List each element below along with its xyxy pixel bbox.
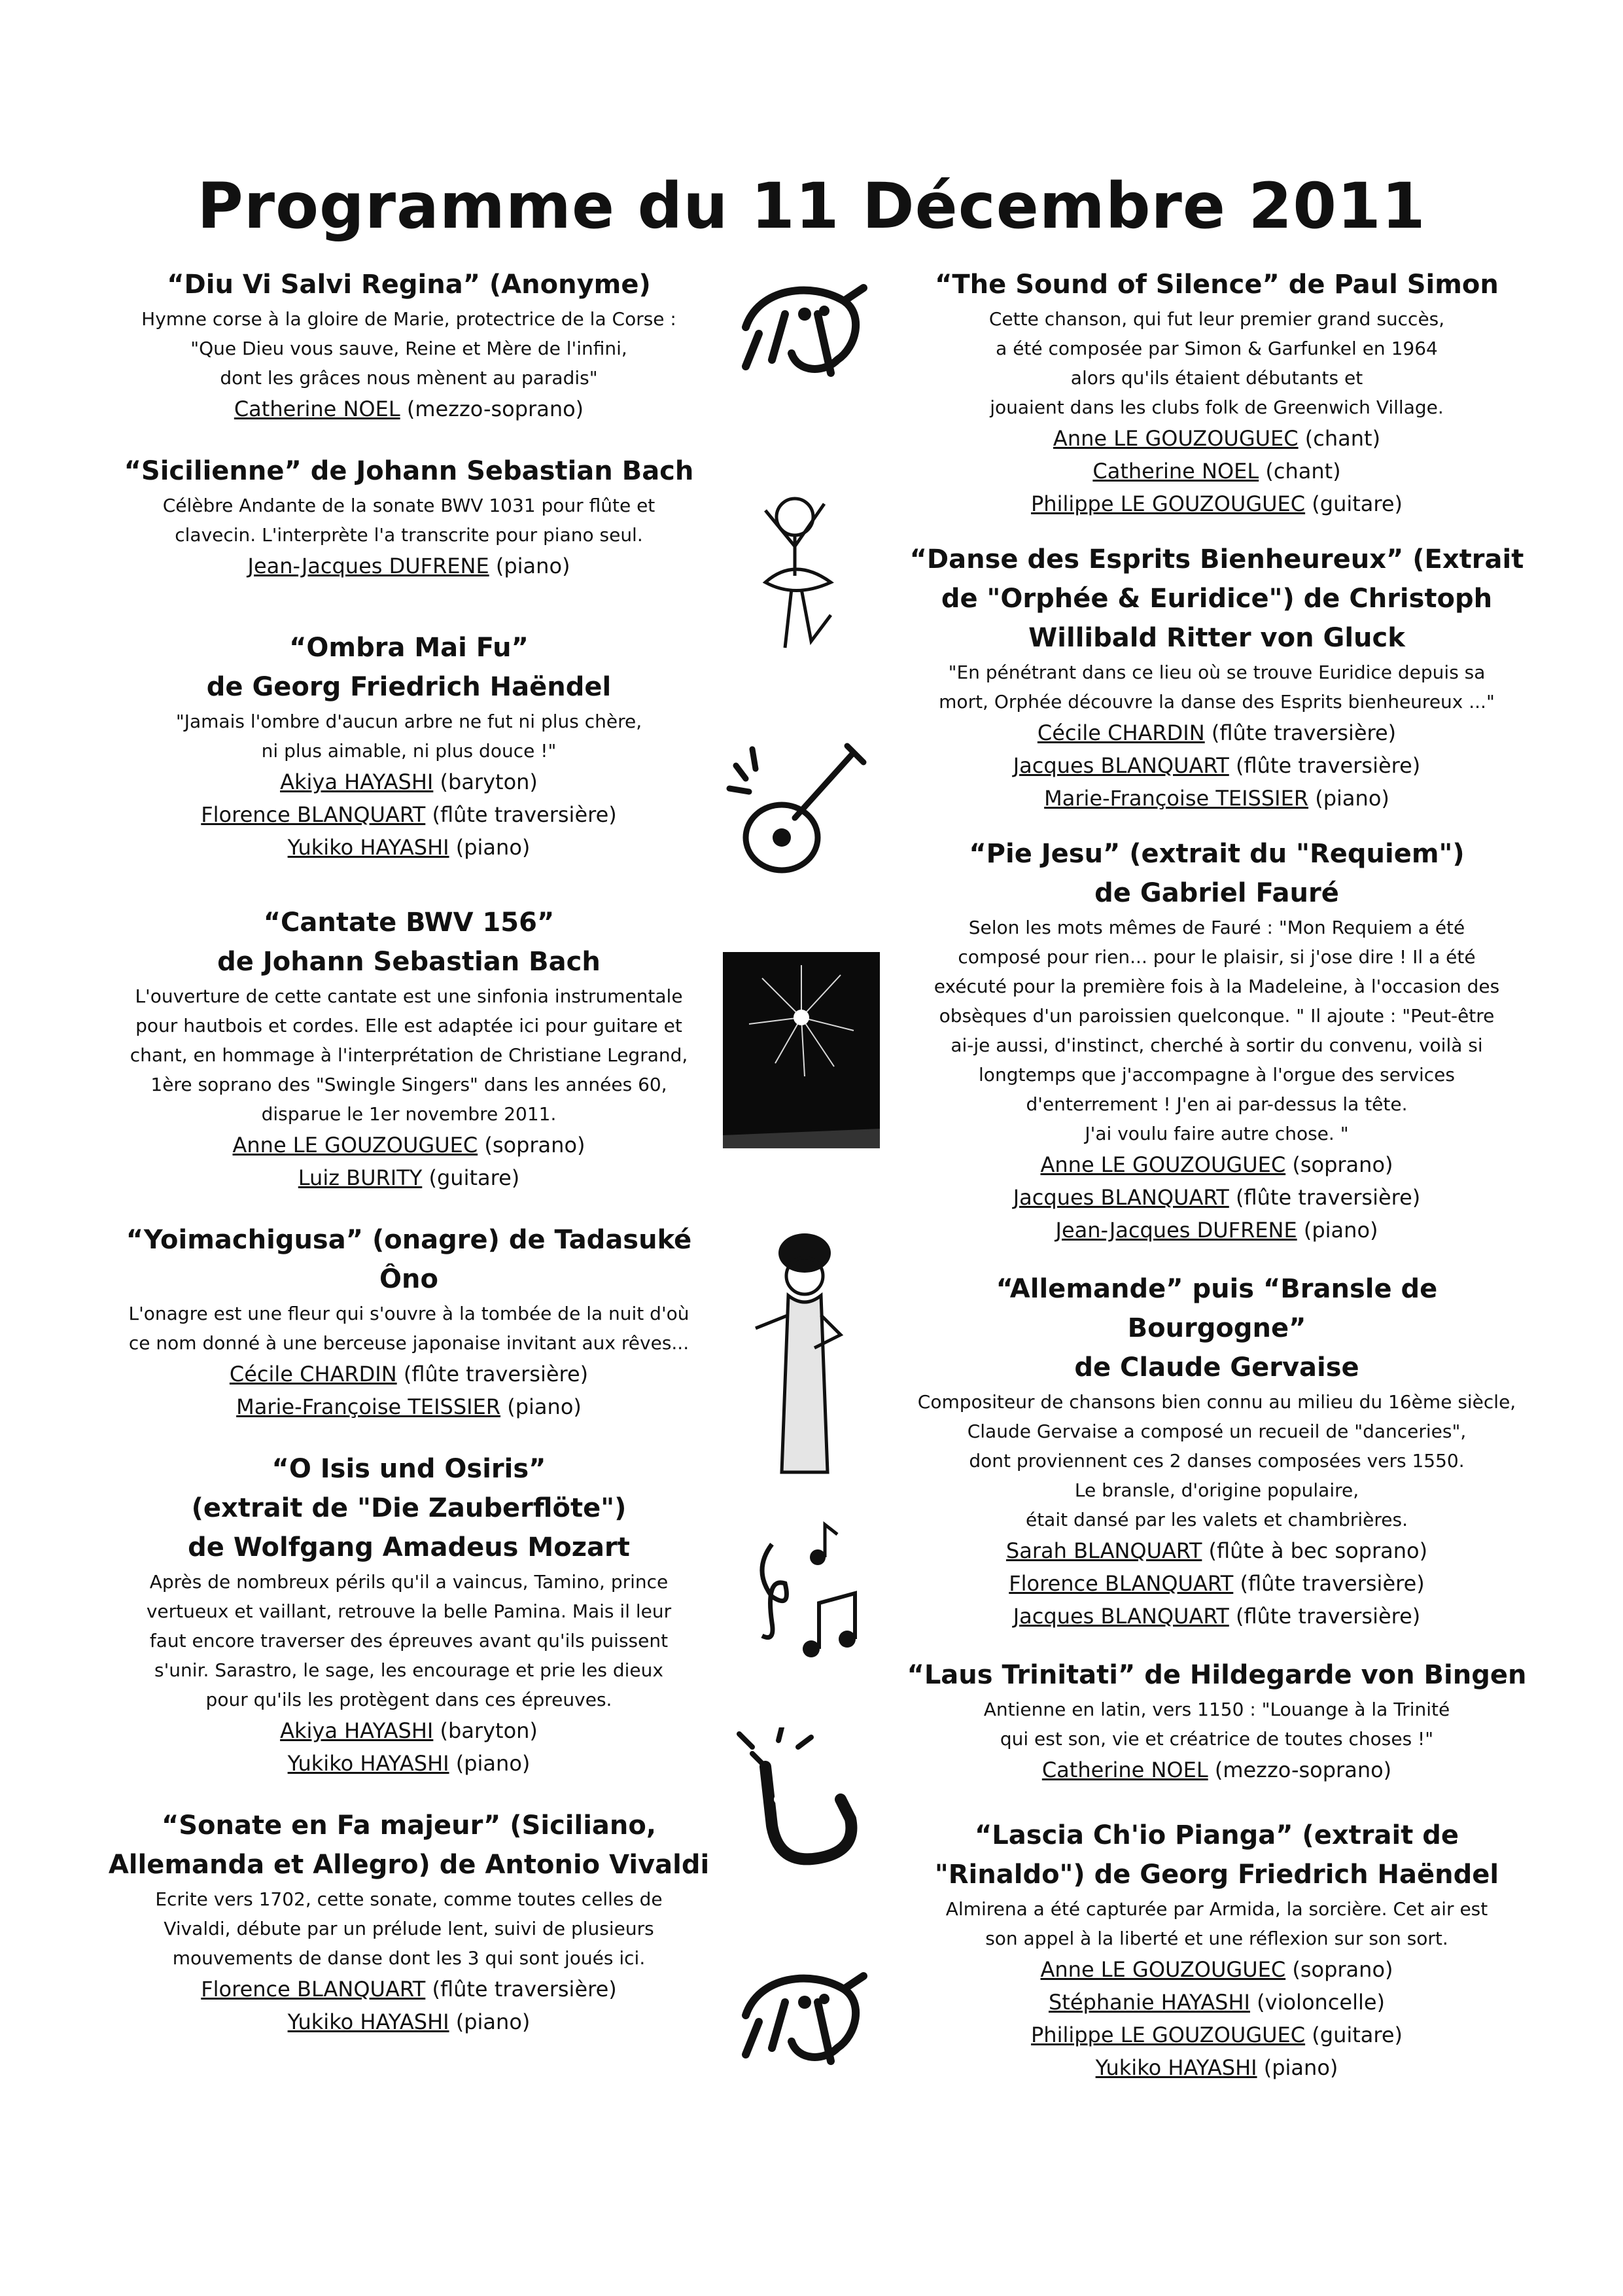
ballerina-icon	[739, 484, 857, 661]
piece-description: Le bransle, d'origine populaire,	[1074, 1479, 1359, 1501]
performer-name: Cécile CHARDIN	[229, 1362, 397, 1386]
piece-description: composé pour rien... pour le plaisir, si j'ose dire ! Il a été	[958, 946, 1476, 968]
piece-title: Willibald Ritter von Gluck	[1028, 623, 1405, 653]
performer-role: (piano)	[1308, 786, 1389, 811]
piece-description: Hymne corse à la gloire de Marie, protectrice de la Corse :	[141, 308, 676, 330]
piece-description: alors qu'ils étaient débutants et	[1070, 367, 1363, 389]
piece-description: s'unir. Sarastro, le sage, les encourage et prie les dieux	[154, 1659, 663, 1681]
piece-description: ai-je aussi, d'instinct, cherché à sortir du convenu, voilà si	[951, 1034, 1483, 1056]
piece-description: "Que Dieu vous sauve, Reine et Mère de l'infini,	[190, 338, 627, 359]
performer-name: Sarah BLANQUART	[1005, 1538, 1202, 1563]
performer-role: (baryton)	[433, 1718, 538, 1743]
performer-role: (guitare)	[1305, 491, 1403, 516]
program-piece	[906, 1269, 1527, 1633]
performer	[906, 1148, 1527, 1181]
performer-role: (piano)	[449, 2009, 531, 2034]
piece-title: “Yoimachigusa” (onagre) de Tadasuké Ôno	[126, 1225, 692, 1294]
piece-title: de Georg Friedrich Haëndel	[206, 672, 612, 702]
piece-description: Claude Gervaise a composé un recueil de "danceries",	[967, 1421, 1467, 1442]
performer	[98, 798, 720, 831]
piece-description: Vivaldi, débute par un prélude lent, suivi de plusieurs	[164, 1918, 654, 1939]
performer	[98, 550, 720, 582]
performer-role: (guitare)	[1305, 2022, 1403, 2047]
performer-name: Marie-Françoise TEISSIER	[1044, 786, 1309, 811]
piece-description: mouvements de danse dont les 3 qui sont joués ici.	[172, 1947, 646, 1969]
performer-role: (mezzo-soprano)	[400, 397, 584, 421]
performer	[98, 766, 720, 798]
piece-description: jouaient dans les clubs folk de Greenwich Village.	[990, 397, 1444, 418]
program-piece	[906, 834, 1527, 1246]
piece-title: de Claude Gervaise	[1074, 1352, 1359, 1383]
piece-description: Antienne en latin, vers 1150 : "Louange à la Trinité	[983, 1699, 1450, 1720]
performer-role: (guitare)	[422, 1165, 520, 1190]
performer-name: Stéphanie HAYASHI	[1048, 1990, 1250, 2015]
program-piece	[98, 1220, 720, 1423]
piece-title: “Allemande” puis “Bransle de Bourgogne”	[996, 1274, 1438, 1343]
piece-description: ce nom donné à une berceuse japonaise invitant aux rêves...	[128, 1332, 689, 1354]
performer	[98, 1973, 720, 2005]
performer-name: Yukiko HAYASHI	[287, 835, 449, 860]
performer-role: (soprano)	[1285, 1152, 1393, 1177]
performer	[906, 1534, 1527, 1567]
performer-role: (chant)	[1259, 459, 1341, 484]
piece-title: “Pie Jesu” (extrait du "Requiem")	[969, 839, 1465, 869]
piece-description: 1ère soprano des "Swingle Singers" dans les années 60,	[150, 1074, 667, 1095]
piece-title: (extrait de "Die Zauberflöte")	[191, 1493, 627, 1523]
piece-description: a été composée par Simon & Garfunkel en 1964	[996, 338, 1438, 359]
performer-name: Marie-Françoise TEISSIER	[236, 1394, 501, 1419]
program-piece	[98, 451, 720, 582]
performer-name: Philippe LE GOUZOUGUEC	[1030, 2022, 1306, 2047]
performer-name: Jacques BLANQUART	[1013, 753, 1229, 778]
performer-name: Anne LE GOUZOUGUEC	[232, 1133, 478, 1157]
performer-role: (piano)	[489, 554, 570, 578]
piece-description: pour qu'ils les protègent dans ces épreuves.	[205, 1689, 612, 1710]
piece-description: Célèbre Andante de la sonate BWV 1031 pour flûte et	[162, 495, 655, 516]
performer-name: Yukiko HAYASHI	[287, 2009, 449, 2034]
performer-role: (soprano)	[478, 1133, 585, 1157]
performer-role: (flûte traversière)	[1229, 1185, 1421, 1210]
performer	[906, 455, 1527, 487]
performer-name: Catherine NOEL	[1041, 1757, 1208, 1782]
program-piece	[98, 628, 720, 864]
performer-name: Jacques BLANQUART	[1013, 1185, 1229, 1210]
piece-description: Après de nombreux périls qu'il a vaincus, Tamino, prince	[149, 1571, 669, 1593]
piece-description: exécuté pour la première fois à la Madeleine, à l'occasion des	[934, 976, 1500, 997]
piece-title: de "Orphée & Euridice") de Christoph	[941, 584, 1493, 614]
performer	[906, 1986, 1527, 2019]
performer-name: Philippe LE GOUZOUGUEC	[1030, 491, 1306, 516]
piece-description: Compositeur de chansons bien connu au milieu du 16ème siècle,	[917, 1391, 1516, 1413]
performer	[98, 2005, 720, 2038]
piece-title: “Ombra Mai Fu”	[289, 633, 529, 663]
piece-description: vertueux et vaillant, retrouve la belle Pamina. Mais il leur	[146, 1600, 672, 1622]
piece-description: "En pénétrant dans ce lieu où se trouve Euridice depuis sa	[948, 662, 1486, 683]
performer-role: (mezzo-soprano)	[1208, 1757, 1392, 1782]
lizard-icon	[733, 275, 870, 380]
piece-title: “Lascia Ch'io Pianga” (extrait de	[974, 1820, 1459, 1850]
performer-role: (piano)	[500, 1394, 582, 1419]
performer	[98, 1129, 720, 1161]
program-piece	[906, 265, 1527, 520]
performer	[98, 1747, 720, 1780]
piece-title: “Cantate BWV 156”	[263, 908, 555, 938]
lizard-icon	[733, 1963, 870, 2068]
performer-name: Luiz BURITY	[298, 1165, 423, 1190]
performer-name: Akiya HAYASHI	[280, 769, 434, 794]
performer	[906, 2019, 1527, 2051]
page-title: Programme du 11 Décembre 2011	[197, 169, 1426, 243]
performer-name: Jacques BLANQUART	[1013, 1604, 1229, 1629]
performer	[906, 422, 1527, 455]
piece-description: son appel à la liberté et une réflexion sur son sort.	[985, 1928, 1448, 1949]
piece-description: Selon les mots mêmes de Fauré : "Mon Requiem a été	[968, 917, 1465, 938]
performer-name: Jean-Jacques DUFRENE	[1055, 1218, 1297, 1243]
performer	[98, 1390, 720, 1423]
performer-name: Florence BLANQUART	[201, 802, 426, 827]
piece-description: L'ouverture de cette cantate est une sinfonia instrumentale	[135, 985, 683, 1007]
performer-name: Yukiko HAYASHI	[287, 1751, 449, 1776]
performer-role: (flûte traversière)	[425, 802, 617, 827]
piece-description: Almirena a été capturée par Armida, la sorcière. Cet air est	[945, 1898, 1488, 1920]
performer-role: (piano)	[449, 1751, 531, 1776]
performer-role: (flûte traversière)	[1229, 1604, 1421, 1629]
piece-description: longtemps que j'accompagne à l'orgue des services	[979, 1064, 1455, 1086]
performer	[906, 782, 1527, 815]
performer	[906, 1600, 1527, 1633]
saxophone-icon	[726, 1727, 877, 1878]
performer-name: Florence BLANQUART	[1009, 1571, 1234, 1596]
piece-title: “The Sound of Silence” de Paul Simon	[935, 270, 1499, 300]
piece-title: “Sicilienne” de Johann Sebastian Bach	[124, 456, 694, 486]
performer	[906, 749, 1527, 782]
performer-role: (violoncelle)	[1249, 1990, 1386, 2015]
piece-description: Ecrite vers 1702, cette sonate, comme toutes celles de	[155, 1888, 663, 1910]
performer	[906, 1214, 1527, 1246]
piece-title: de Gabriel Fauré	[1094, 878, 1339, 908]
performer-name: Jean-Jacques DUFRENE	[247, 554, 489, 578]
piece-title: de Johann Sebastian Bach	[217, 947, 601, 977]
performer	[98, 1358, 720, 1390]
piece-title: de Wolfgang Amadeus Mozart	[188, 1532, 630, 1563]
performer-role: (soprano)	[1285, 1957, 1393, 1982]
performer-name: Akiya HAYASHI	[280, 1718, 434, 1743]
performer-role: (flûte traversière)	[1233, 1571, 1425, 1596]
piece-description: mort, Orphée découvre la danse des Esprits bienheureux ..."	[939, 691, 1495, 713]
performer	[906, 2051, 1527, 2084]
singer-icon	[742, 1230, 867, 1479]
piece-description: chant, en hommage à l'interprétation de Christiane Legrand,	[130, 1044, 688, 1066]
piece-description: dont les grâces nous mènent au paradis"	[220, 367, 598, 389]
performer-role: (piano)	[1297, 1218, 1378, 1243]
piece-title: “O Isis und Osiris”	[271, 1454, 546, 1484]
piece-title: “Sonate en Fa majeur” (Siciliano,	[161, 1810, 657, 1841]
piece-description: d'enterrement ! J'en ai par-dessus la tête.	[1026, 1093, 1408, 1115]
performer-role: (baryton)	[433, 769, 538, 794]
piece-description: était dansé par les valets et chambrières.	[1025, 1509, 1408, 1530]
performer-name: Anne LE GOUZOUGUEC	[1040, 1152, 1286, 1177]
piece-title: "Rinaldo") de Georg Friedrich Haëndel	[934, 1860, 1499, 1890]
performer	[98, 831, 720, 864]
fireworks-photo	[723, 952, 880, 1148]
piece-description: clavecin. L'interprète l'a transcrite pour piano seul.	[175, 524, 643, 546]
performer-role: (chant)	[1298, 426, 1381, 451]
performer-name: Catherine NOEL	[1092, 459, 1259, 484]
piece-description: Cette chanson, qui fut leur premier grand succès,	[988, 308, 1445, 330]
performer	[906, 487, 1527, 520]
performer	[906, 1754, 1527, 1786]
performer-role: (piano)	[449, 835, 531, 860]
performer-name: Florence BLANQUART	[201, 1977, 426, 2002]
performer-role: (flûte traversière)	[425, 1977, 617, 2002]
program-piece	[98, 1806, 720, 2038]
program-piece	[906, 540, 1527, 815]
program-piece	[98, 903, 720, 1194]
performer-role: (flûte traversière)	[396, 1362, 589, 1386]
piece-title: “Danse des Esprits Bienheureux” (Extrait	[909, 544, 1524, 574]
performer	[98, 393, 720, 425]
right-column	[906, 265, 1527, 2104]
piece-description: faut encore traverser des épreuves avant qu'ils puissent	[149, 1630, 669, 1651]
piece-description: L'onagre est une fleur qui s'ouvre à la tombée de la nuit d'où	[128, 1303, 689, 1324]
performer-role: (flûte traversière)	[1229, 753, 1421, 778]
piece-description: J'ai voulu faire autre chose. "	[1085, 1123, 1349, 1144]
performer-name: Catherine NOEL	[234, 397, 400, 421]
performer	[98, 1161, 720, 1194]
performer-name: Yukiko HAYASHI	[1095, 2055, 1257, 2080]
program-piece	[98, 1449, 720, 1780]
performer	[906, 1953, 1527, 1986]
performer-name: Anne LE GOUZOUGUEC	[1053, 426, 1299, 451]
piece-description: obsèques d'un paroissien quelconque. " Il ajoute : "Peut-être	[939, 1005, 1495, 1027]
piece-description: "Jamais l'ombre d'aucun arbre ne fut ni plus chère,	[175, 711, 642, 732]
performer	[98, 1714, 720, 1747]
piece-title: Allemanda et Allegro) de Antonio Vivaldi	[108, 1850, 710, 1880]
performer-role: (piano)	[1257, 2055, 1338, 2080]
performer-role: (flûte à bec soprano)	[1202, 1538, 1428, 1563]
piece-description: dont proviennent ces 2 danses composées vers 1550.	[969, 1450, 1465, 1472]
piece-description: qui est son, vie et créatrice de toutes choses !"	[1000, 1728, 1434, 1750]
performer-name: Cécile CHARDIN	[1037, 720, 1205, 745]
piece-description: ni plus aimable, ni plus douce !"	[261, 740, 557, 762]
piece-title: “Laus Trinitati” de Hildegarde von Bingen	[907, 1660, 1527, 1690]
performer	[906, 1181, 1527, 1214]
performer-role: (flûte traversière)	[1204, 720, 1397, 745]
program-piece	[906, 1655, 1527, 1786]
performer	[906, 716, 1527, 749]
guitar-icon	[723, 733, 873, 883]
performer-name: Anne LE GOUZOUGUEC	[1040, 1957, 1286, 1982]
program-piece	[98, 265, 720, 425]
piece-description: pour hautbois et cordes. Elle est adaptée ici pour guitare et	[135, 1015, 682, 1036]
program-piece	[906, 1816, 1527, 2084]
performer	[906, 1567, 1527, 1600]
piece-description: disparue le 1er novembre 2011.	[261, 1103, 557, 1125]
piece-title: “Diu Vi Salvi Regina” (Anonyme)	[167, 270, 651, 300]
music-notes-icon	[739, 1518, 870, 1662]
left-column	[98, 265, 720, 2038]
